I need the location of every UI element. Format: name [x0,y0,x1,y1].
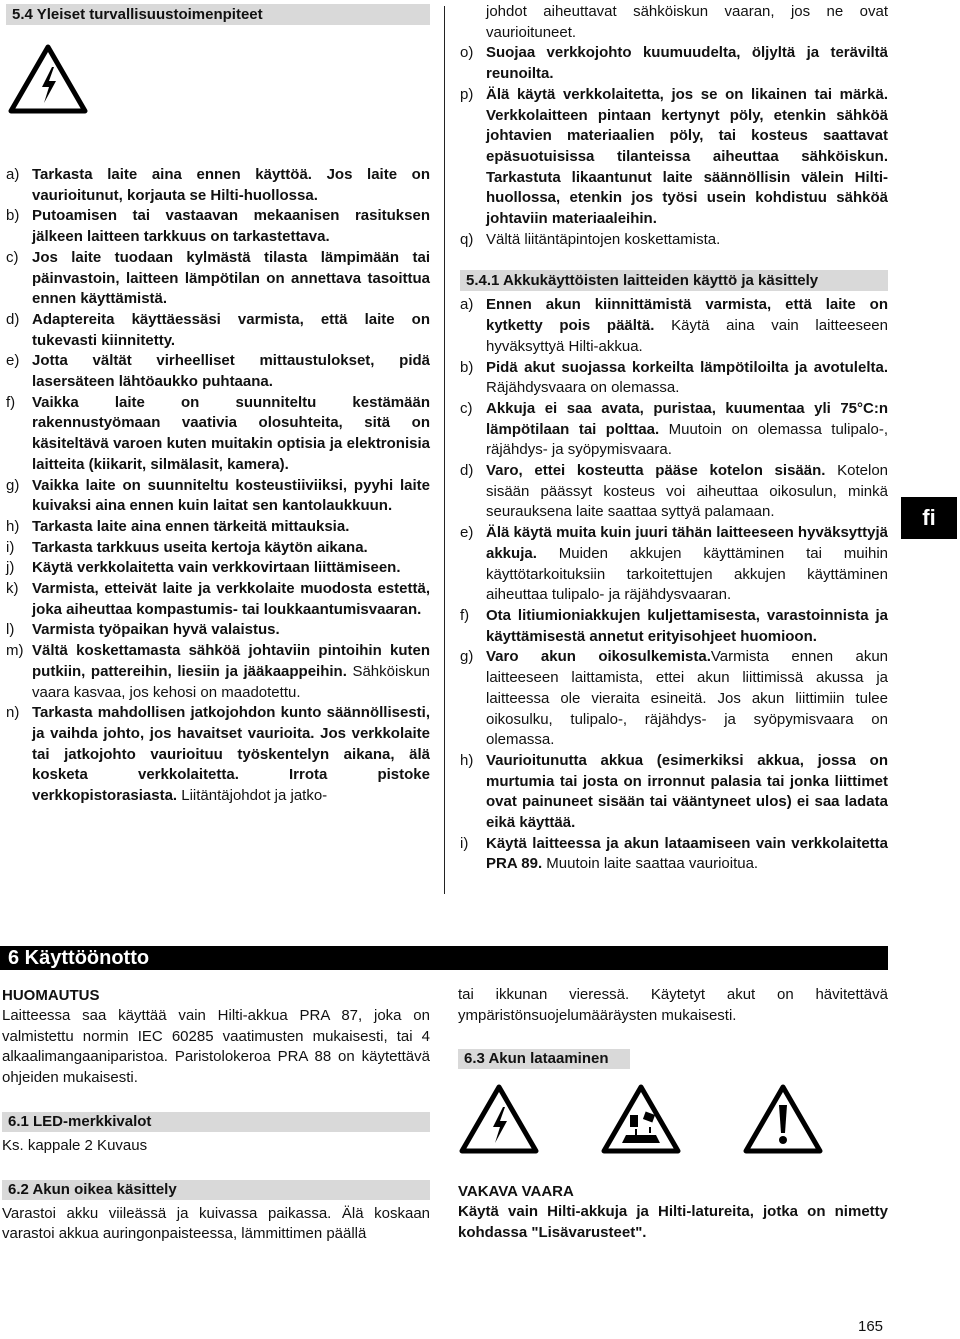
corrosive-hazard-icon [600,1083,682,1155]
battery-safety-list [460,295,888,875]
list-item-text [32,165,430,206]
section-title-6-2: 6.2 Akun oikea käsittely [2,1180,430,1200]
list-item [460,85,888,230]
language-tab: fi [901,497,957,539]
section6-right [458,985,888,1244]
list-item-label: i) [6,538,15,556]
list-item-label: n) [6,704,20,722]
section-title-6-1: 6.1 LED-merkkivalot [2,1112,430,1132]
list-item [6,310,430,351]
column-divider [444,6,445,894]
section-6-1-text: Ks. kappale 2 Kuvaus [2,1136,148,1154]
general-warning-icon [742,1083,824,1155]
list-item-text [486,647,888,751]
right-safety-list [460,43,888,250]
section-title-6: 6 Käyttöönotto [0,946,888,970]
list-item-text-part: Varo akun oikosulkemista. [486,648,711,666]
list-item [6,206,430,247]
list-item-label: f) [6,393,16,411]
list-item-text-part: Älä käytä verkkolaitetta, jos se on likainen tai märkä. Verkkolaitteen pintaan kertynyt pöly, etenkin sähköä johtavien materiaalien pöly, tai kosteus saattavat epäsuotuisissa tilanteissa aiheuttaa sähköiskun. Tarkastuta likaantunut laite säännöllisin välein Hilti-huollossa, etenkin jos työsi usein kohdistuu sähköä johtaviin materiaaleihin. [486,85,888,228]
list-item-label: e) [6,352,20,370]
list-item [6,620,430,641]
list-item-text-part: Tarkasta mahdollisen jatkojohdon kunto säännöllisesti, ja vaihda johto, jos havaitset vaurioita. Jos verkkolaite tai jatkojohto vaurioituu työskentelyn aikana, älä kosketa verkkolaitetta. Irrota pistoke verkkopistorasiasta. [32,704,430,805]
list-item-text-part: Vaurioitunutta akkua (esimerkiksi akkua, jossa on murtumia tai josta on irronnut palasia tai jonka liittimet ovat painuneet sisään tai vääntyneet ulos) ei saa ladata eikä käyttää. [486,751,888,832]
list-item [6,517,430,538]
list-item-text-part: Muutoin on olemassa tulipalo-, räjähdys- ja syöpymisvaara. [486,420,888,459]
list-item [460,399,888,461]
list-item-text-part: Adaptereita käyttäessäsi varmista, että laite on tukevasti kiinnitetty. [32,310,430,349]
list-item [460,647,888,751]
list-item-label: c) [6,248,19,266]
list-item-text [32,641,430,703]
list-item-text [32,310,430,351]
list-item [6,393,430,476]
list-item-label: o) [460,44,474,62]
list-item [6,579,430,620]
left-column [6,4,430,807]
continuation-text: johdot aiheuttavat sähköiskun vaaran, jos ne ovat vaurioituneet. [486,3,888,41]
electric-hazard-icon [8,43,88,115]
section6-left [2,986,430,1245]
section-title-6-3: 6.3 Akun lataaminen [458,1049,630,1069]
list-item [6,476,430,517]
section-6-2-continuation: tai ikkunan vieressä. Käytetyt akut on hävitettävä ympäristönsuojelumääräysten mukaisesti. [458,986,888,1024]
left-safety-list [6,165,430,807]
list-item-text-part: Varmista työpaikan hyvä valaistus. [32,621,280,639]
list-item-text-part: Käytä aina vain laitteeseen hyväksyttyä Hilti-akkua. [486,317,888,355]
list-item-text-part: Suojaa verkkojohto kuumuudelta, öljyltä ja teräviltä reunoilta. [486,44,888,83]
list-item-text [486,606,888,647]
list-item-text [32,558,430,579]
list-item-text-part: Varo, ettei kosteutta pääse kotelon sisään. [486,462,826,480]
list-item-label: p) [460,85,474,103]
list-item-text-part: Ota litiumioniakkujen kuljettamisesta, varastoinnista ja käyttämisestä annetut erityisohjeet huomioon. [486,606,888,645]
list-item-label: b) [460,358,474,376]
list-item-text-part: Jotta vältät virheelliset mittaustulokset, pidä lasersäteen lähtöaukko puhtaana. [32,352,430,391]
list-item-text-part: Tarkasta tarkkuus useita kertoja käytön aikana. [32,538,368,556]
list-item [460,295,888,357]
list-item-label: h) [6,517,20,535]
note-text: Laitteessa saa käyttää vain Hilti-akkua PRA 87, joka on valmistettu normin IEC 60285 vaatimusten mukaisesti, tai 4 alkaalimangaaniparistoa. Paristolokeroa PRA 88 on käytettävä ohjeiden mukaisesti. [2,1007,430,1087]
list-item-text [486,751,888,834]
list-item-label: b) [6,207,20,225]
list-item-text [486,523,888,606]
list-item [460,230,888,251]
section-title-5-4: 5.4 Yleiset turvallisuustoimenpiteet [6,4,430,25]
list-item-text-part: Ennen akun kiinnittämistä varmista, että laite on kytketty pois päältä. [486,296,888,335]
list-item-label: d) [6,310,20,328]
list-item [6,538,430,559]
list-item-label: a) [460,296,474,314]
list-item-text [486,358,888,399]
list-item-text [486,85,888,230]
list-item-text-part: Varmista, etteivät laite ja verkkolaite muodosta estettä, joka aiheuttaa kompastumis- tai loukkaantumisvaaran. [32,580,430,618]
list-item [460,606,888,647]
list-item-label: i) [460,834,469,852]
list-item-label: q) [460,230,474,248]
note-title: HUOMAUTUS [2,987,100,1004]
list-item-label: d) [460,462,474,480]
list-item-text [486,230,888,251]
list-item-text [32,538,430,559]
list-item-text [486,399,888,461]
list-item-label: c) [460,399,473,417]
section-6-2-text: Varastoi akku viileässä ja kuivassa paikassa. Älä koskaan varastoi akkua auringonpaisteessa, lämmittimen päällä [2,1204,430,1243]
list-item-label: k) [6,580,19,598]
list-item-text [486,834,888,875]
right-column [460,2,888,875]
list-item-text-part: Akkuja ei saa avata, puristaa, kuumentaa yli 75°C:n lämpötilaan tai polttaa. [486,399,888,438]
section-title-5-4-1: 5.4.1 Akkukäyttöisten laitteiden käyttö ja käsittely [460,270,888,291]
list-item [6,558,430,579]
list-item-text [32,393,430,476]
list-item-text [32,620,430,641]
list-item [460,834,888,875]
list-item-text-part: Kotelon sisään päässyt kosteus voi aiheuttaa oikosulun, minkä seurauksena laite saattaa syttyä palamaan. [486,462,889,521]
list-item-text [32,351,430,392]
list-item-label: m) [6,642,24,660]
list-item-text-part: Vaikka laite on suunniteltu kosteustiiviiksi, pyyhi laite kuivaksi aina ennen kuin laitat sen kantolaukkuun. [32,476,430,515]
list-item-text [32,517,430,538]
list-item-label: h) [460,751,474,769]
list-item-text-part: Muiden akkujen käyttäminen tai muihin käyttötarkoituksiin tarkoitettujen akkujen käyttäminen aiheuttaa tulipalo- ja räjähdysvaaran. [486,544,888,604]
list-item-text [32,206,430,247]
list-item-text [32,579,430,620]
list-item-text-part: Älä käytä muita kuin juuri tähän laitteeseen hyväksyttyjä akkuja. [486,524,888,562]
list-item-text [486,43,888,84]
list-item-text-part: Käytä laitteessa ja akun lataamiseen vain verkkolaitetta PRA 89. [486,834,888,873]
hazard-icons-row [458,1083,888,1155]
list-item-text-part: Räjähdysvaara on olemassa. [486,379,680,397]
danger-text: Käytä vain Hilti-akkuja ja Hilti-latureita, jotka on nimetty kohdassa "Lisävarusteet". [458,1203,888,1242]
electric-hazard-icon [458,1083,540,1155]
list-item [460,751,888,834]
list-item-text-part: Sähköiskun vaara kasvaa, jos kehosi on maadotettu. [32,662,430,701]
list-item-text [32,703,430,807]
list-item-text-part: Putoamisen tai vastaavan mekaanisen rasituksen jälkeen laitteen tarkkuus on tarkastettava. [32,207,430,246]
list-item-label: a) [6,166,20,183]
list-item-text [486,461,888,523]
list-item-label: e) [460,524,474,542]
list-item [460,43,888,84]
page-number: 165 [858,1318,884,1335]
list-item-text-part: Liitäntäjohdot ja jatko- [177,787,328,805]
list-item-label: g) [6,476,20,494]
list-item-label: f) [460,606,470,624]
list-item [6,641,430,703]
danger-title: VAKAVA VAARA [458,1183,574,1201]
list-item-text [32,476,430,517]
list-item-text-part: Varmista ennen akun laitteeseen laittamista, ettei akun liittimissä akussa ja laitteessa ole vieraita esineitä. Jos akun liittimiin tulee oikosulku, tulipalo-, räjähdys- ja syöpymisvaara on olemassa. [486,648,888,749]
list-item-text [486,295,888,357]
list-item [460,358,888,399]
list-item-text-part: Vältä koskettamasta sähköä johtaviin pintoihin kuten putkiin, pattereihin, liesiin ja jääkaappeihin. [32,642,430,680]
list-item [6,248,430,310]
list-item [460,461,888,523]
list-item-text-part: Tarkasta laite aina ennen käyttöä. Jos laite on vaurioitunut, korjauta se Hilti-huollossa. [32,166,430,204]
list-item-label: g) [460,648,474,666]
list-item-text-part: Muutoin laite saattaa vaurioitua. [542,855,759,873]
list-item-text-part: Jos laite tuodaan kylmästä tilasta lämpimään tai päinvastoin, laitteen lämpötilan on annettava tasoittua ennen käyttämistä. [32,248,430,308]
list-item [6,165,430,206]
list-item [6,703,430,807]
list-item-label: l) [6,621,15,639]
list-item-text-part: Pidä akut suojassa korkeilta lämpötiloilta ja avotulelta. [486,358,888,376]
list-item-text-part: Käytä verkkolaitetta vain verkkovirtaan liittämiseen. [32,559,401,577]
list-item-text [32,248,430,310]
list-item-text-part: Tarkasta laite aina ennen tärkeitä mittauksia. [32,517,350,535]
list-item [460,523,888,606]
list-item-label: j) [6,559,15,577]
list-item-text-part: Vaikka laite on suunniteltu kestämään rakennustyömaan vaativia olosuhteita, sitä on käsiteltävä varoen kuten muitakin optisia ja elektronisia laitteita (kiikarit, silmälasit, kamera). [32,393,430,473]
list-item-text-part: Vältä liitäntäpintojen koskettamista. [486,230,721,248]
list-item [6,351,430,392]
